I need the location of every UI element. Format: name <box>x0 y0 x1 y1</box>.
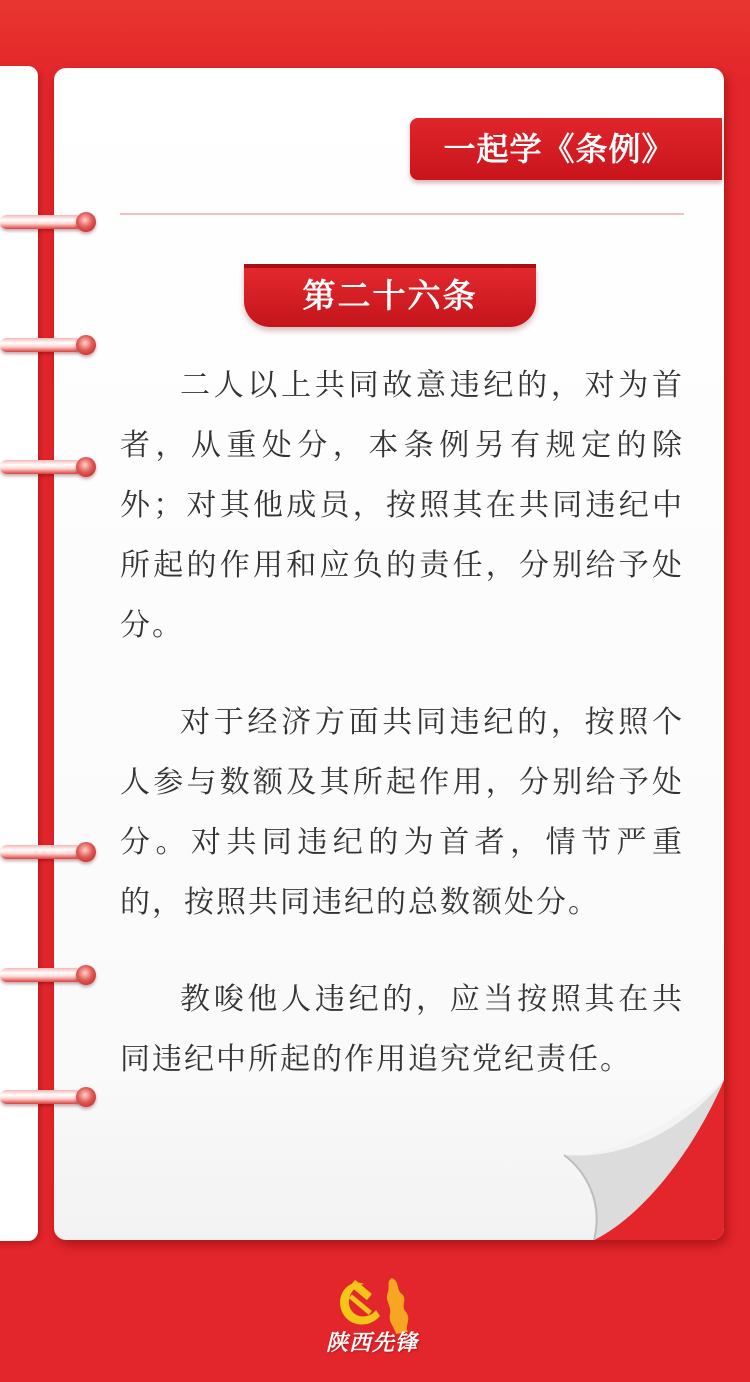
binder-ring-icon <box>0 841 96 863</box>
binder-ring-icon <box>0 211 96 233</box>
section-tag-label: 一起学《条例》 <box>443 130 675 168</box>
article-paragraph-1: 二人以上共同故意违纪的，对为首者，从重处分，本条例另有规定的除外；对其他成员，按照其在共同违纪中所起的作用和应负的责任，分别给予处分。 <box>120 368 684 643</box>
binder-ring-icon <box>0 334 96 356</box>
article-paragraph-3: 教唆他人违纪的，应当按照其在共同违纪中所起的作用追究党纪责任。 <box>120 982 684 1077</box>
article-paragraph-2: 对于经济方面共同违纪的，按照个人参与数额及其所起作用，分别给予处分。对共同违纪的为首者，情节严重的，按照共同违纪的总数额处分。 <box>120 705 684 920</box>
divider <box>120 213 684 215</box>
binder-ring-icon <box>0 456 96 478</box>
binder-ring-icon <box>0 964 96 986</box>
article-badge <box>244 265 536 327</box>
article-badge-edge <box>244 264 536 268</box>
article-body <box>120 356 684 1127</box>
logo-text: 陕西先锋 <box>326 1330 419 1356</box>
party-emblem-icon <box>330 1272 440 1372</box>
section-tag <box>410 118 722 180</box>
article-heading: 第二十六条 <box>302 276 478 315</box>
back-page <box>0 66 38 1241</box>
binder-ring-icon <box>0 1086 96 1108</box>
